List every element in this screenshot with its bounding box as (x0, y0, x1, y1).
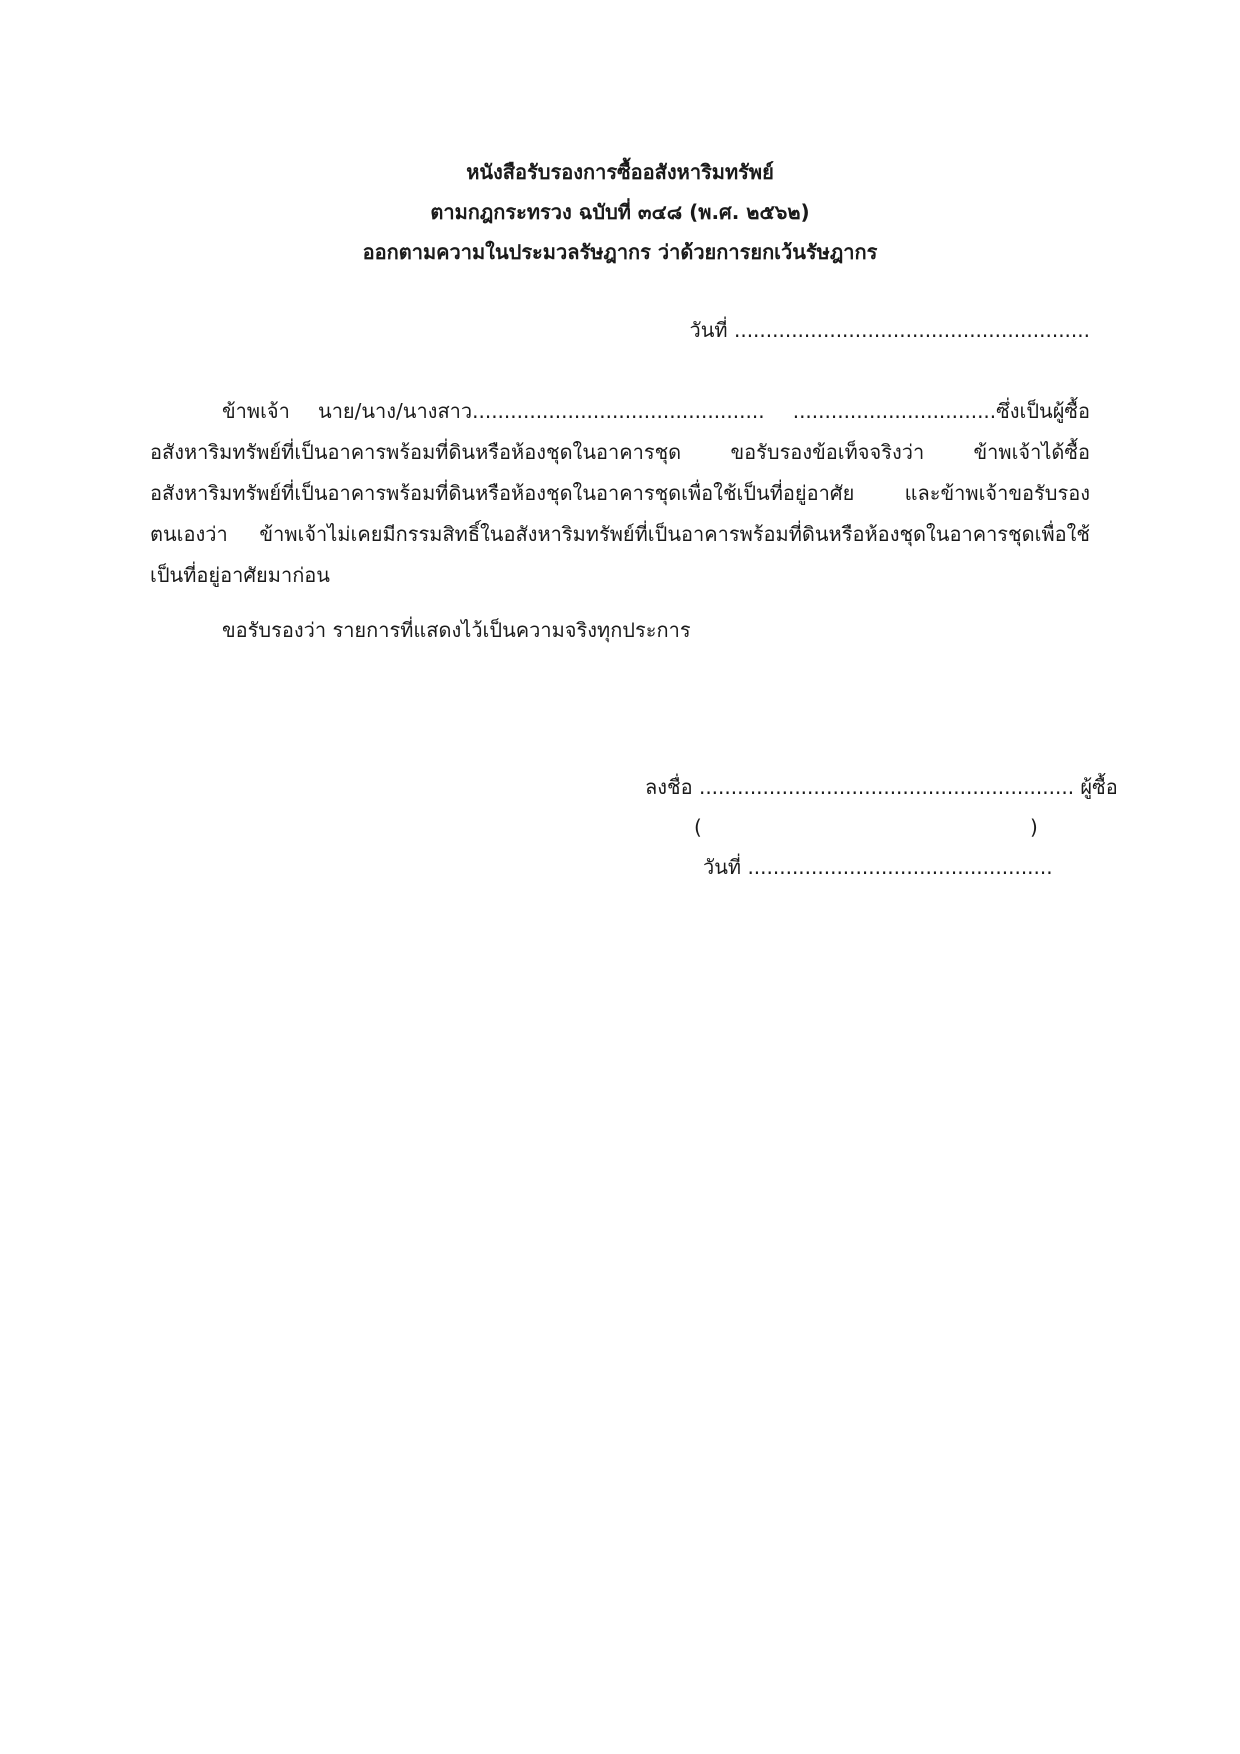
printed-name-open-paren: ( (694, 815, 702, 839)
document-title (150, 152, 1090, 272)
title-line-2: ตามกฎกระทรวง ฉบับที่ ๓๔๘ (พ.ศ. ๒๕๖๒) (430, 200, 810, 224)
printed-name-close-paren: ) (1030, 815, 1038, 839)
title-line-1: หนังสือรับรองการซื้ออสังหาริมทรัพย์ (466, 160, 774, 184)
title-line-3: ออกตามความในประมวลรัษฎากร ว่าด้วยการยกเว้นรัษฎากร (362, 240, 878, 264)
signature-line[interactable]: ลงชื่อ ........................................................... ผู้ซื้อ (645, 775, 1118, 799)
document-body (150, 391, 1090, 671)
truth-statement: ขอรับรองว่า รายการที่แสดงไว้เป็นความจริงทุกประการ (222, 618, 691, 642)
certification-paragraph: ข้าพเจ้า นาย/นาง/นางสาว.............................................. ................................ซึ่งเป็นผู้ซื้ออสังหาริมทรัพย์ที่เป็นอาคารพร้อมที่ดินหรือห้องชุดในอาคารชุด ขอรับรองข้อเท็จจริงว่า ข้าพเจ้าได้ซื้ออสังหาริมทรัพย์ที่เป็นอาคารพร้อมที่ดินหรือห้องชุดในอาคารชุดเพื่อใช้เป็นที่อยู่อาศัย และข้าพเจ้าขอรับรองตนเองว่า ข้าพเจ้าไม่เคยมีกรรมสิทธิ์ในอสังหาริมทรัพย์ที่เป็นอาคารพร้อมที่ดินหรือห้องชุดในอาคารชุดเพื่อใช้เป็นที่อยู่อาศัยมาก่อน (150, 399, 1090, 587)
signature-date-field[interactable]: วันที่ ................................................ (703, 855, 1053, 879)
date-field-top[interactable]: วันที่ ........................................................ (689, 318, 1090, 342)
